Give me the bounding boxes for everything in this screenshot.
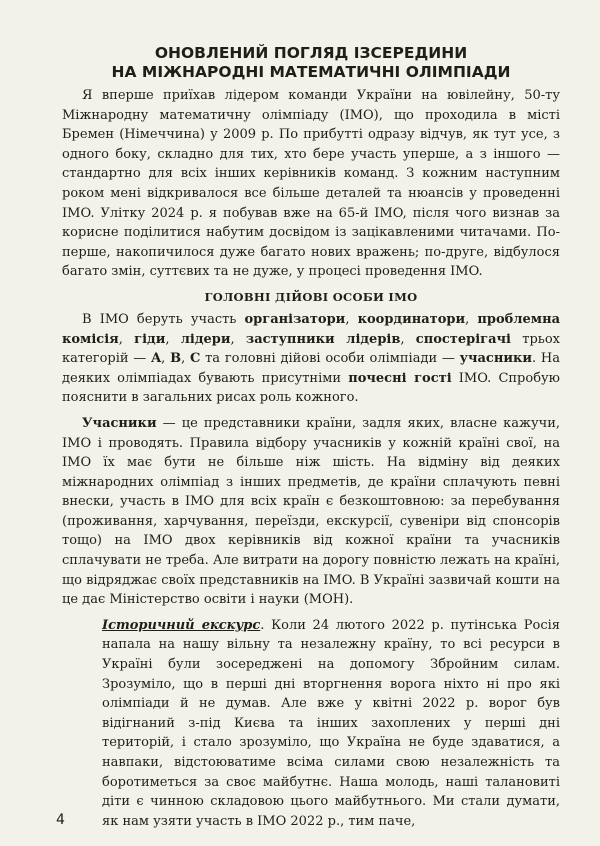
historical-excursus-paragraph [102, 616, 560, 832]
article-title [62, 44, 560, 82]
text: трьох категорій — [62, 331, 561, 367]
text: , [400, 331, 416, 347]
term-honorary-guests: почесні гості [348, 370, 452, 386]
term-observers: спостерігачі [415, 331, 511, 347]
text: , [465, 311, 478, 327]
term-coordinators: координатори [357, 311, 466, 327]
term-guides: гіди [134, 331, 166, 347]
text: та головні дійові особи олімпіади — [200, 351, 460, 367]
term-category-a: A [151, 351, 162, 367]
text: , [118, 331, 135, 347]
term-contestants-lead: Учасники [82, 415, 157, 431]
historical-excursus-label: Історичний екскурс [102, 617, 261, 633]
text: — це представники країни, задля яких, власне кажучи, IMO і проводять. Правила відбору учасників у кожній країні свої, на IMO їх має бути не більше ніж шість. На відміну від деяких міжнародних олімпіад з інших предметів, де країни сплачують певні внески, участь в IMO для всіх країн є безкоштовною: за перебування (проживання, харчування, переїзди, екскурсії, сувеніри від спонсорів тощо) на IMO двох керівників від кожної країни та учасників сплачувати не треба. Але витрати на дорогу повністю лежать на країні, що відряджає своїх представників на IMO. В Україні зазвичай кошти на це дає Міністерство освіти і науки (МОН). [62, 415, 560, 608]
text: . Коли 24 лютого 2022 р. путінська Росія напала на нашу вільну та незалежну країну, то всі ресурси в Україні були зосереджені на допомогу Збройним силам. Зрозуміло, що в перші дні вторгнення ворога ніхто ні про які олімпіади й не думав. Але вже у квітні 2022 р. ворог був відігнаний з-під Києва та інших захоплених у перші дні територій, і стало зрозуміло, що Україна не буде здаватися, а навпаки, відстоюватиме всіма силами свою незалежність та боротиметься за своє майбутнє. Наша молодь, наші талановиті діти є чинною складовою цього майбутнього. Ми стали думати, як нам узяти участь в IMO 2022 р., тим паче, [102, 617, 560, 829]
text: В IMO беруть участь [82, 311, 245, 327]
term-problem-committee: проблемна комісія [62, 311, 561, 347]
term-organizers: організатори [244, 311, 346, 327]
article [62, 44, 560, 837]
text: , [181, 351, 190, 367]
page-number: 4 [56, 812, 65, 828]
text: , [345, 311, 358, 327]
term-category-b: B [170, 351, 182, 367]
term-category-c: C [189, 351, 201, 367]
contestants-paragraph [62, 414, 560, 610]
term-deputy-leaders: заступники лідерів [245, 331, 401, 347]
text: IMO. Спробую пояснити в загальних рисах роль кожного. [62, 370, 560, 406]
term-leaders: лідери [180, 331, 231, 347]
text: . На деяких олімпіадах бувають присутніми [62, 351, 561, 386]
term-contestants: учасники [459, 351, 533, 367]
intro-paragraph: Я вперше приїхав лідером команди України на ювілейну, 50-ту Міжнародну математичну олімпіаду (IMO), що проходила в місті Бремен (Німеччина) у 2009 р. По прибутті одразу відчув, як тут усе, з одного боку, складно для тих, хто бере участь уперше, а з іншого — стандартно для всіх інших керівників команд. З кожним наступним роком мені відкривалося все більше деталей та нюансів у проведенні IMO. Улітку 2024 р. я побував вже на 65-й IMO, після чого визнав за корисне поділитися набутим досвідом із зацікавленими читачами. По-перше, накопичилося дуже багато нових вражень; по-друге, відбулося багато змін, суттєвих та не дуже, у процесі проведення IMO. [62, 88, 560, 280]
text: , [161, 351, 171, 367]
title-line-2: НА МІЖНАРОДНІ МАТЕМАТИЧНІ ОЛІМПІАДИ [111, 63, 511, 81]
text: , [230, 331, 246, 347]
title-line-1: ОНОВЛЕНИЙ ПОГЛЯД ІЗСЕРЕДИНИ [154, 44, 468, 62]
participants-overview-paragraph [62, 310, 560, 408]
section-heading: ГОЛОВНІ ДІЙОВІ ОСОБИ IMO [204, 289, 418, 304]
text: , [165, 331, 181, 347]
